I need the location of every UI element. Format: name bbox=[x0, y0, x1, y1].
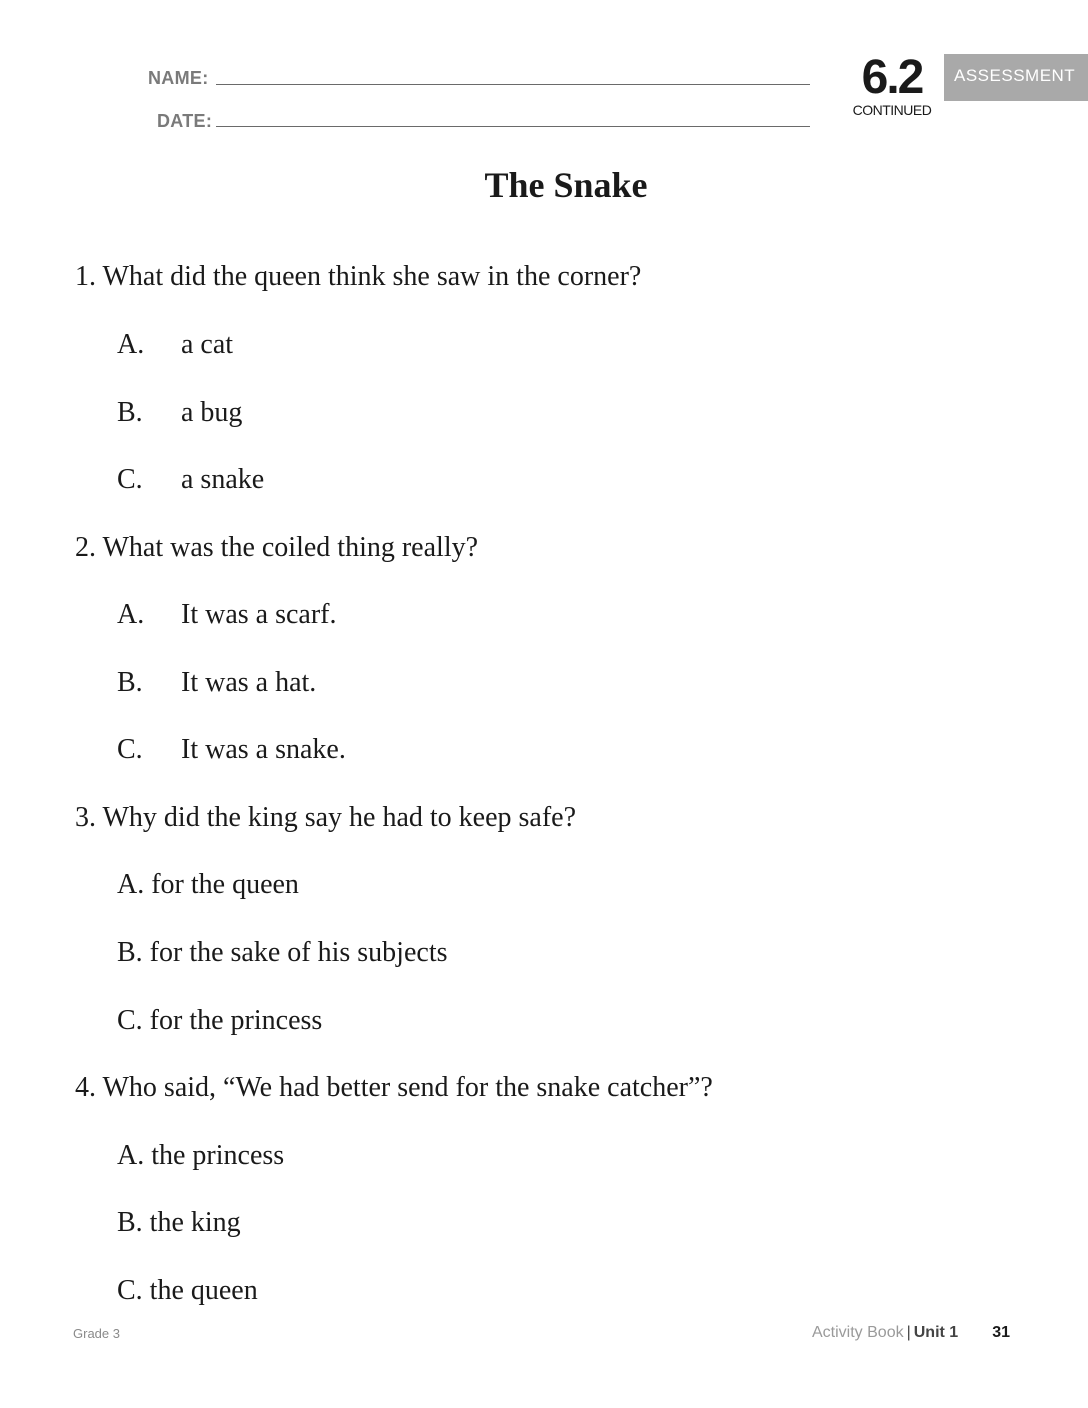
date-label: DATE: bbox=[157, 111, 213, 131]
question-4-option-c[interactable]: C. the queen bbox=[117, 1275, 258, 1306]
question-2: 2. What was the coiled thing really? bbox=[75, 532, 479, 563]
name-line[interactable] bbox=[216, 84, 810, 85]
question-1-option-b[interactable] bbox=[117, 397, 242, 429]
assessment-tab bbox=[944, 54, 1088, 101]
question-4-option-a[interactable]: A. the princess bbox=[117, 1140, 285, 1171]
date-line[interactable] bbox=[216, 126, 810, 127]
question-3-option-c[interactable]: C. for the princess bbox=[117, 1005, 323, 1036]
option-letter: A. bbox=[117, 599, 145, 630]
option-letter: C. bbox=[117, 734, 143, 765]
footer-unit: Unit 1 bbox=[913, 1324, 959, 1341]
question-3-option-a[interactable]: A. for the queen bbox=[117, 869, 299, 900]
option-text: a cat bbox=[181, 329, 234, 360]
option-text: It was a scarf. bbox=[181, 599, 337, 630]
question-3: 3. Why did the king say he had to keep safe? bbox=[75, 802, 577, 833]
question-2-option-c[interactable] bbox=[117, 734, 346, 766]
name-label: NAME: bbox=[148, 68, 209, 88]
lesson-number: 6.2 bbox=[861, 51, 923, 104]
option-text: a snake bbox=[181, 464, 265, 495]
option-letter: B. bbox=[117, 397, 143, 428]
assessment-label: ASSESSMENT bbox=[954, 66, 1076, 85]
question-2-option-b[interactable] bbox=[117, 667, 316, 699]
footer-book: Activity Book bbox=[812, 1324, 904, 1341]
option-text: It was a snake. bbox=[181, 734, 346, 765]
option-letter: B. bbox=[117, 667, 143, 698]
page-number: 31 bbox=[992, 1324, 1010, 1341]
footer-grade: Grade 3 bbox=[73, 1326, 120, 1341]
continued-label: CONTINUED bbox=[852, 102, 932, 118]
question-1-option-c[interactable] bbox=[117, 464, 264, 496]
option-letter: C. bbox=[117, 464, 143, 495]
footer-separator: | bbox=[906, 1324, 911, 1341]
option-text: a bug bbox=[181, 397, 243, 428]
question-4-option-b[interactable]: B. the king bbox=[117, 1207, 241, 1238]
option-text: It was a hat. bbox=[181, 667, 317, 698]
question-2-option-a[interactable] bbox=[117, 599, 336, 631]
question-1: 1. What did the queen think she saw in the corner? bbox=[75, 261, 642, 292]
page-title: The Snake bbox=[484, 165, 648, 205]
question-3-option-b[interactable]: B. for the sake of his subjects bbox=[117, 937, 448, 968]
footer-book-info bbox=[812, 1324, 1010, 1342]
option-letter: A. bbox=[117, 329, 145, 360]
question-1-option-a[interactable] bbox=[117, 329, 233, 361]
question-4: 4. Who said, “We had better send for the snake catcher”? bbox=[75, 1072, 713, 1103]
